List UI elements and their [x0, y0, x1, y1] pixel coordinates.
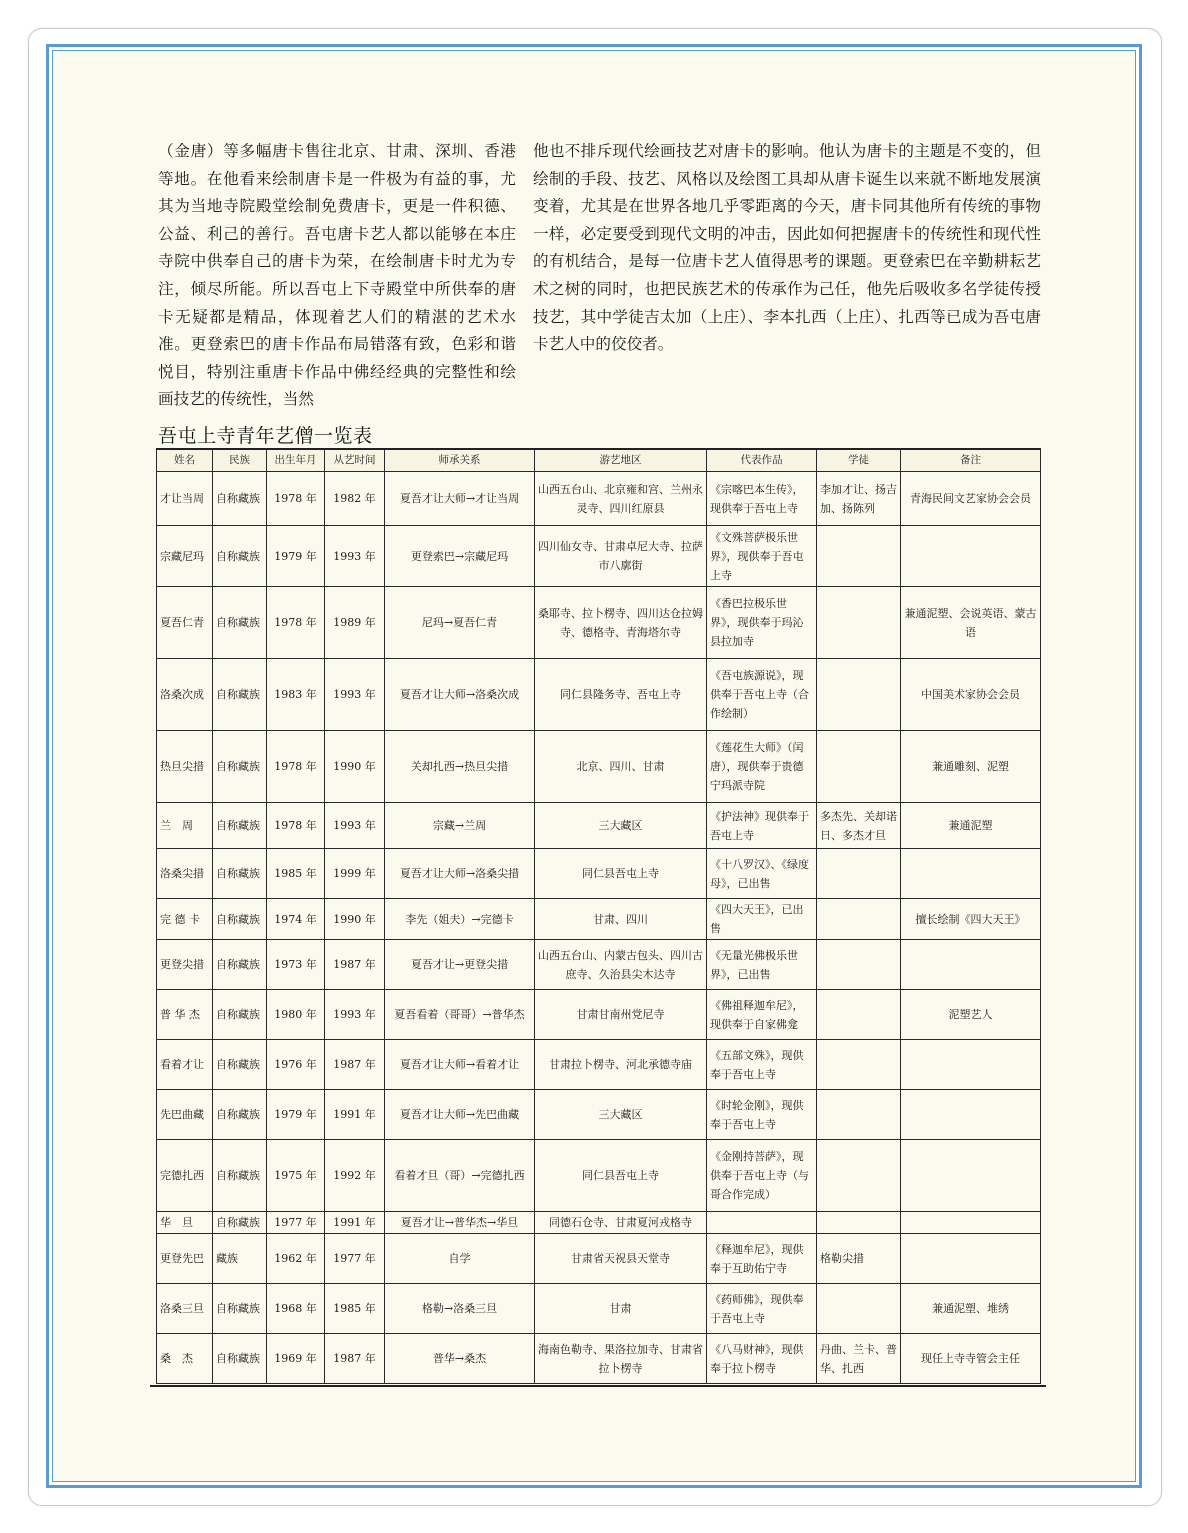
cell-ethnicity: 自称藏族	[213, 526, 267, 587]
cell-notes	[901, 1212, 1041, 1234]
cell-regions: 同仁县吾屯上寺	[535, 849, 707, 899]
cell-birth-year: 1975 年	[267, 1140, 325, 1212]
cell-apprentices	[817, 1140, 901, 1212]
body-text-right-column: 他也不排斥现代绘画技艺对唐卡的影响。他认为唐卡的主题是不变的，但绘制的手段、技艺、风格以及绘图工具却从唐卡诞生以来就不断地发展演变着，尤其是在世界各地几乎零距离的今天，唐卡同其他所有传统的事物一样，必定要受到现代文明的冲击，因此如何把握唐卡的传统性和现代性的有机结合，是每一位唐卡艺人值得思考的课题。更登索巴在辛勤耕耘艺术之树的同时，也把民族艺术的传承作为己任，他先后吸收多名学徒传授技艺，其中学徒吉太加（上庄）、李本扎西（上庄）、扎西等已成为吾屯唐卡艺人中的佼佼者。	[533, 142, 1041, 354]
table-row	[157, 587, 1041, 659]
cell-birth-year: 1962 年	[267, 1234, 325, 1284]
table-row	[157, 803, 1041, 849]
cell-ethnicity: 自称藏族	[213, 731, 267, 803]
cell-name: 普 华 杰	[157, 990, 213, 1040]
table-row	[157, 659, 1041, 731]
cell-works: 《佛祖释迦牟尼》，现供奉于自家佛龛	[707, 990, 817, 1040]
cell-lineage: 更登索巴→宗藏尼玛	[385, 526, 535, 587]
cell-start-year: 1991 年	[325, 1090, 385, 1140]
header-cell: 民族	[213, 449, 267, 472]
table-row	[157, 899, 1041, 940]
cell-name: 更登尖措	[157, 940, 213, 990]
cell-works: 《五部文殊》，现供奉于吾屯上寺	[707, 1040, 817, 1090]
cell-name: 看着才让	[157, 1040, 213, 1090]
cell-lineage: 夏吾看着（哥哥）→普华杰	[385, 990, 535, 1040]
cell-start-year: 1977 年	[325, 1234, 385, 1284]
cell-ethnicity: 自称藏族	[213, 1140, 267, 1212]
cell-apprentices	[817, 587, 901, 659]
cell-birth-year: 1985 年	[267, 849, 325, 899]
cell-apprentices	[817, 899, 901, 940]
cell-regions: 海南色勒寺、果洛拉加寺、甘肃省拉卜楞寺	[535, 1334, 707, 1384]
cell-birth-year: 1968 年	[267, 1284, 325, 1334]
cell-regions: 山西五台山、内蒙古包头、四川古庶寺、久治县尖木达寺	[535, 940, 707, 990]
cell-notes: 兼通泥塑、堆绣	[901, 1284, 1041, 1334]
cell-start-year: 1990 年	[325, 731, 385, 803]
cell-ethnicity: 自称藏族	[213, 472, 267, 526]
cell-birth-year: 1983 年	[267, 659, 325, 731]
cell-works: 《无量光佛极乐世界》，已出售	[707, 940, 817, 990]
cell-regions: 山西五台山、北京雍和宫、兰州永灵寺、四川红原县	[535, 472, 707, 526]
table-title: 吾屯上寺青年艺僧一览表	[158, 425, 373, 447]
cell-notes: 泥塑艺人	[901, 990, 1041, 1040]
table-row	[157, 1040, 1041, 1090]
table-row	[157, 1234, 1041, 1284]
cell-notes	[901, 1140, 1041, 1212]
cell-name: 完 德 卡	[157, 899, 213, 940]
cell-lineage: 夏吾才让大师→洛桑尖措	[385, 849, 535, 899]
cell-apprentices: 多杰先、关却诺日、多杰才旦	[817, 803, 901, 849]
cell-name: 洛桑次成	[157, 659, 213, 731]
cell-name: 才让当周	[157, 472, 213, 526]
cell-regions: 甘肃省天祝县天堂寺	[535, 1234, 707, 1284]
cell-birth-year: 1979 年	[267, 1090, 325, 1140]
cell-start-year: 1990 年	[325, 899, 385, 940]
cell-ethnicity: 自称藏族	[213, 1284, 267, 1334]
cell-apprentices: 丹曲、兰卡、普华、扎西	[817, 1334, 901, 1384]
cell-apprentices	[817, 731, 901, 803]
cell-birth-year: 1973 年	[267, 940, 325, 990]
cell-birth-year: 1978 年	[267, 803, 325, 849]
cell-ethnicity: 自称藏族	[213, 803, 267, 849]
cell-notes	[901, 1234, 1041, 1284]
cell-apprentices	[817, 940, 901, 990]
cell-birth-year: 1977 年	[267, 1212, 325, 1234]
cell-name: 洛桑尖措	[157, 849, 213, 899]
cell-apprentices: 格勒尖措	[817, 1234, 901, 1284]
cell-ethnicity: 自称藏族	[213, 849, 267, 899]
table-row	[157, 472, 1041, 526]
cell-birth-year: 1978 年	[267, 472, 325, 526]
cell-name: 华 旦	[157, 1212, 213, 1234]
cell-notes	[901, 1040, 1041, 1090]
table-row	[157, 940, 1041, 990]
header-cell: 代表作品	[707, 449, 817, 472]
cell-lineage: 夏吾才让大师→才让当周	[385, 472, 535, 526]
cell-regions: 甘肃甘南州党尼寺	[535, 990, 707, 1040]
cell-name: 热旦尖措	[157, 731, 213, 803]
cell-lineage: 李先（姐夫）→完德卡	[385, 899, 535, 940]
table-header-row	[157, 449, 1041, 472]
cell-ethnicity: 自称藏族	[213, 659, 267, 731]
cell-notes: 擅长绘制《四大天王》	[901, 899, 1041, 940]
cell-name: 桑 杰	[157, 1334, 213, 1384]
cell-lineage: 尼玛→夏吾仁青	[385, 587, 535, 659]
cell-birth-year: 1978 年	[267, 587, 325, 659]
cell-lineage: 普华→桑杰	[385, 1334, 535, 1384]
table-row	[157, 1090, 1041, 1140]
cell-ethnicity: 自称藏族	[213, 899, 267, 940]
cell-name: 宗藏尼玛	[157, 526, 213, 587]
cell-apprentices	[817, 990, 901, 1040]
cell-works: 《四大天王》，已出售	[707, 899, 817, 940]
cell-ethnicity: 自称藏族	[213, 990, 267, 1040]
cell-regions: 四川仙女寺、甘肃卓尼大寺、拉萨市八廓街	[535, 526, 707, 587]
cell-start-year: 1982 年	[325, 472, 385, 526]
cell-ethnicity: 自称藏族	[213, 1090, 267, 1140]
cell-name: 完德扎西	[157, 1140, 213, 1212]
cell-apprentices	[817, 849, 901, 899]
header-cell: 游艺地区	[535, 449, 707, 472]
table-body	[157, 472, 1041, 1384]
cell-works: 《文殊菩萨极乐世界》，现供奉于吾屯上寺	[707, 526, 817, 587]
cell-name: 兰 周	[157, 803, 213, 849]
cell-ethnicity: 藏族	[213, 1234, 267, 1284]
cell-regions: 同仁县隆务寺、吾屯上寺	[535, 659, 707, 731]
cell-start-year: 1993 年	[325, 990, 385, 1040]
table-row	[157, 990, 1041, 1040]
cell-ethnicity: 自称藏族	[213, 1334, 267, 1384]
cell-works: 《时轮金刚》，现供奉于吾屯上寺	[707, 1090, 817, 1140]
cell-ethnicity: 自称藏族	[213, 1040, 267, 1090]
monk-table	[156, 448, 1041, 1384]
cell-apprentices	[817, 1040, 901, 1090]
cell-lineage: 夏吾才让大师→先巴曲藏	[385, 1090, 535, 1140]
cell-start-year: 1999 年	[325, 849, 385, 899]
cell-works: 《宗喀巴本生传》，现供奉于吾屯上寺	[707, 472, 817, 526]
cell-start-year: 1989 年	[325, 587, 385, 659]
header-cell: 师承关系	[385, 449, 535, 472]
cell-regions: 同德石仓寺、甘肃夏河戎格寺	[535, 1212, 707, 1234]
header-cell: 姓名	[157, 449, 213, 472]
cell-lineage: 夏吾才让大师→看着才让	[385, 1040, 535, 1090]
cell-name: 更登先巴	[157, 1234, 213, 1284]
cell-works: 《护法神》现供奉于吾屯上寺	[707, 803, 817, 849]
cell-birth-year: 1974 年	[267, 899, 325, 940]
cell-notes	[901, 1090, 1041, 1140]
cell-notes: 青海民间文艺家协会会员	[901, 472, 1041, 526]
cell-works: 《十八罗汉》、《绿度母》，已出售	[707, 849, 817, 899]
cell-regions: 同仁县吾屯上寺	[535, 1140, 707, 1212]
cell-birth-year: 1979 年	[267, 526, 325, 587]
table-row	[157, 731, 1041, 803]
cell-works: 《八马财神》，现供奉于拉卜楞寺	[707, 1334, 817, 1384]
cell-lineage: 格勒→洛桑三旦	[385, 1284, 535, 1334]
cell-works: 《吾屯族源说》，现供奉于吾屯上寺（合作绘制）	[707, 659, 817, 731]
cell-notes	[901, 940, 1041, 990]
table-row	[157, 1212, 1041, 1234]
cell-regions: 桑耶寺、拉卜楞寺、四川达仓拉姆寺、德格寺、青海塔尔寺	[535, 587, 707, 659]
cell-ethnicity: 自称藏族	[213, 587, 267, 659]
table-row	[157, 849, 1041, 899]
cell-regions: 北京、四川、甘肃	[535, 731, 707, 803]
table-row	[157, 1140, 1041, 1212]
cell-name: 洛桑三旦	[157, 1284, 213, 1334]
cell-start-year: 1993 年	[325, 659, 385, 731]
cell-lineage: 夏吾才让→普华杰→华旦	[385, 1212, 535, 1234]
table-row	[157, 526, 1041, 587]
cell-lineage: 关却扎西→热旦尖措	[385, 731, 535, 803]
table-row	[157, 1284, 1041, 1334]
header-cell: 备注	[901, 449, 1041, 472]
cell-apprentices	[817, 1090, 901, 1140]
cell-works: 《释迦牟尼》，现供奉于互助佑宁寺	[707, 1234, 817, 1284]
cell-works: 《香巴拉极乐世界》，现供奉于玛沁县拉加寺	[707, 587, 817, 659]
header-cell: 学徒	[817, 449, 901, 472]
cell-lineage: 夏吾才让大师→洛桑次成	[385, 659, 535, 731]
cell-birth-year: 1976 年	[267, 1040, 325, 1090]
cell-works: 《药师佛》，现供奉于吾屯上寺	[707, 1284, 817, 1334]
cell-notes: 兼通泥塑	[901, 803, 1041, 849]
cell-apprentices	[817, 1212, 901, 1234]
cell-ethnicity: 自称藏族	[213, 940, 267, 990]
cell-name: 夏吾仁青	[157, 587, 213, 659]
cell-start-year: 1987 年	[325, 1334, 385, 1384]
cell-works: 《莲花生大师》（闰唐），现供奉于贵德宁玛派寺院	[707, 731, 817, 803]
cell-regions: 三大藏区	[535, 803, 707, 849]
cell-regions: 甘肃、四川	[535, 899, 707, 940]
cell-apprentices	[817, 659, 901, 731]
cell-lineage: 宗藏→兰周	[385, 803, 535, 849]
cell-regions: 三大藏区	[535, 1090, 707, 1140]
header-cell: 出生年月	[267, 449, 325, 472]
cell-start-year: 1993 年	[325, 526, 385, 587]
cell-birth-year: 1978 年	[267, 731, 325, 803]
cell-start-year: 1987 年	[325, 940, 385, 990]
cell-lineage: 夏吾才让→更登尖措	[385, 940, 535, 990]
cell-apprentices: 李加才让、扬吉加、扬陈列	[817, 472, 901, 526]
cell-ethnicity: 自称藏族	[213, 1212, 267, 1234]
cell-lineage: 看着才旦（哥）→完德扎西	[385, 1140, 535, 1212]
table-row	[157, 1334, 1041, 1384]
cell-start-year: 1993 年	[325, 803, 385, 849]
cell-notes	[901, 526, 1041, 587]
cell-start-year: 1987 年	[325, 1040, 385, 1090]
cell-start-year: 1992 年	[325, 1140, 385, 1212]
cell-birth-year: 1980 年	[267, 990, 325, 1040]
cell-regions: 甘肃	[535, 1284, 707, 1334]
cell-works	[707, 1212, 817, 1234]
cell-works: 《金刚持菩萨》，现供奉于吾屯上寺（与哥合作完成）	[707, 1140, 817, 1212]
cell-start-year: 1985 年	[325, 1284, 385, 1334]
table-bottom-rule	[150, 1385, 1046, 1387]
cell-lineage: 自学	[385, 1234, 535, 1284]
body-text-left-column: （金唐）等多幅唐卡售往北京、甘肃、深圳、香港等地。在他看来绘制唐卡是一件极为有益的事，尤其为当地寺院殿堂绘制免费唐卡，更是一件积德、公益、利己的善行。吾屯唐卡艺人都以能够在本庄寺院中供奉自己的唐卡为荣，在绘制唐卡时尤为专注，倾尽所能。所以吾屯上下寺殿堂中所供奉的唐卡无疑都是精品，体现着艺人们的精湛的艺术水准。更登索巴的唐卡作品布局错落有致，色彩和谐悦目，特别注重唐卡作品中佛经经典的完整性和绘画技艺的传统性，当然	[158, 142, 516, 409]
cell-notes	[901, 849, 1041, 899]
cell-birth-year: 1969 年	[267, 1334, 325, 1384]
cell-apprentices	[817, 526, 901, 587]
cell-notes: 中国美术家协会会员	[901, 659, 1041, 731]
cell-apprentices	[817, 1284, 901, 1334]
cell-name: 先巴曲藏	[157, 1090, 213, 1140]
cell-notes: 兼通雕刻、泥塑	[901, 731, 1041, 803]
header-cell: 从艺时间	[325, 449, 385, 472]
cell-regions: 甘肃拉卜楞寺、河北承德寺庙	[535, 1040, 707, 1090]
cell-start-year: 1991 年	[325, 1212, 385, 1234]
cell-notes: 兼通泥塑、会说英语、蒙古语	[901, 587, 1041, 659]
cell-notes: 现任上寺寺管会主任	[901, 1334, 1041, 1384]
